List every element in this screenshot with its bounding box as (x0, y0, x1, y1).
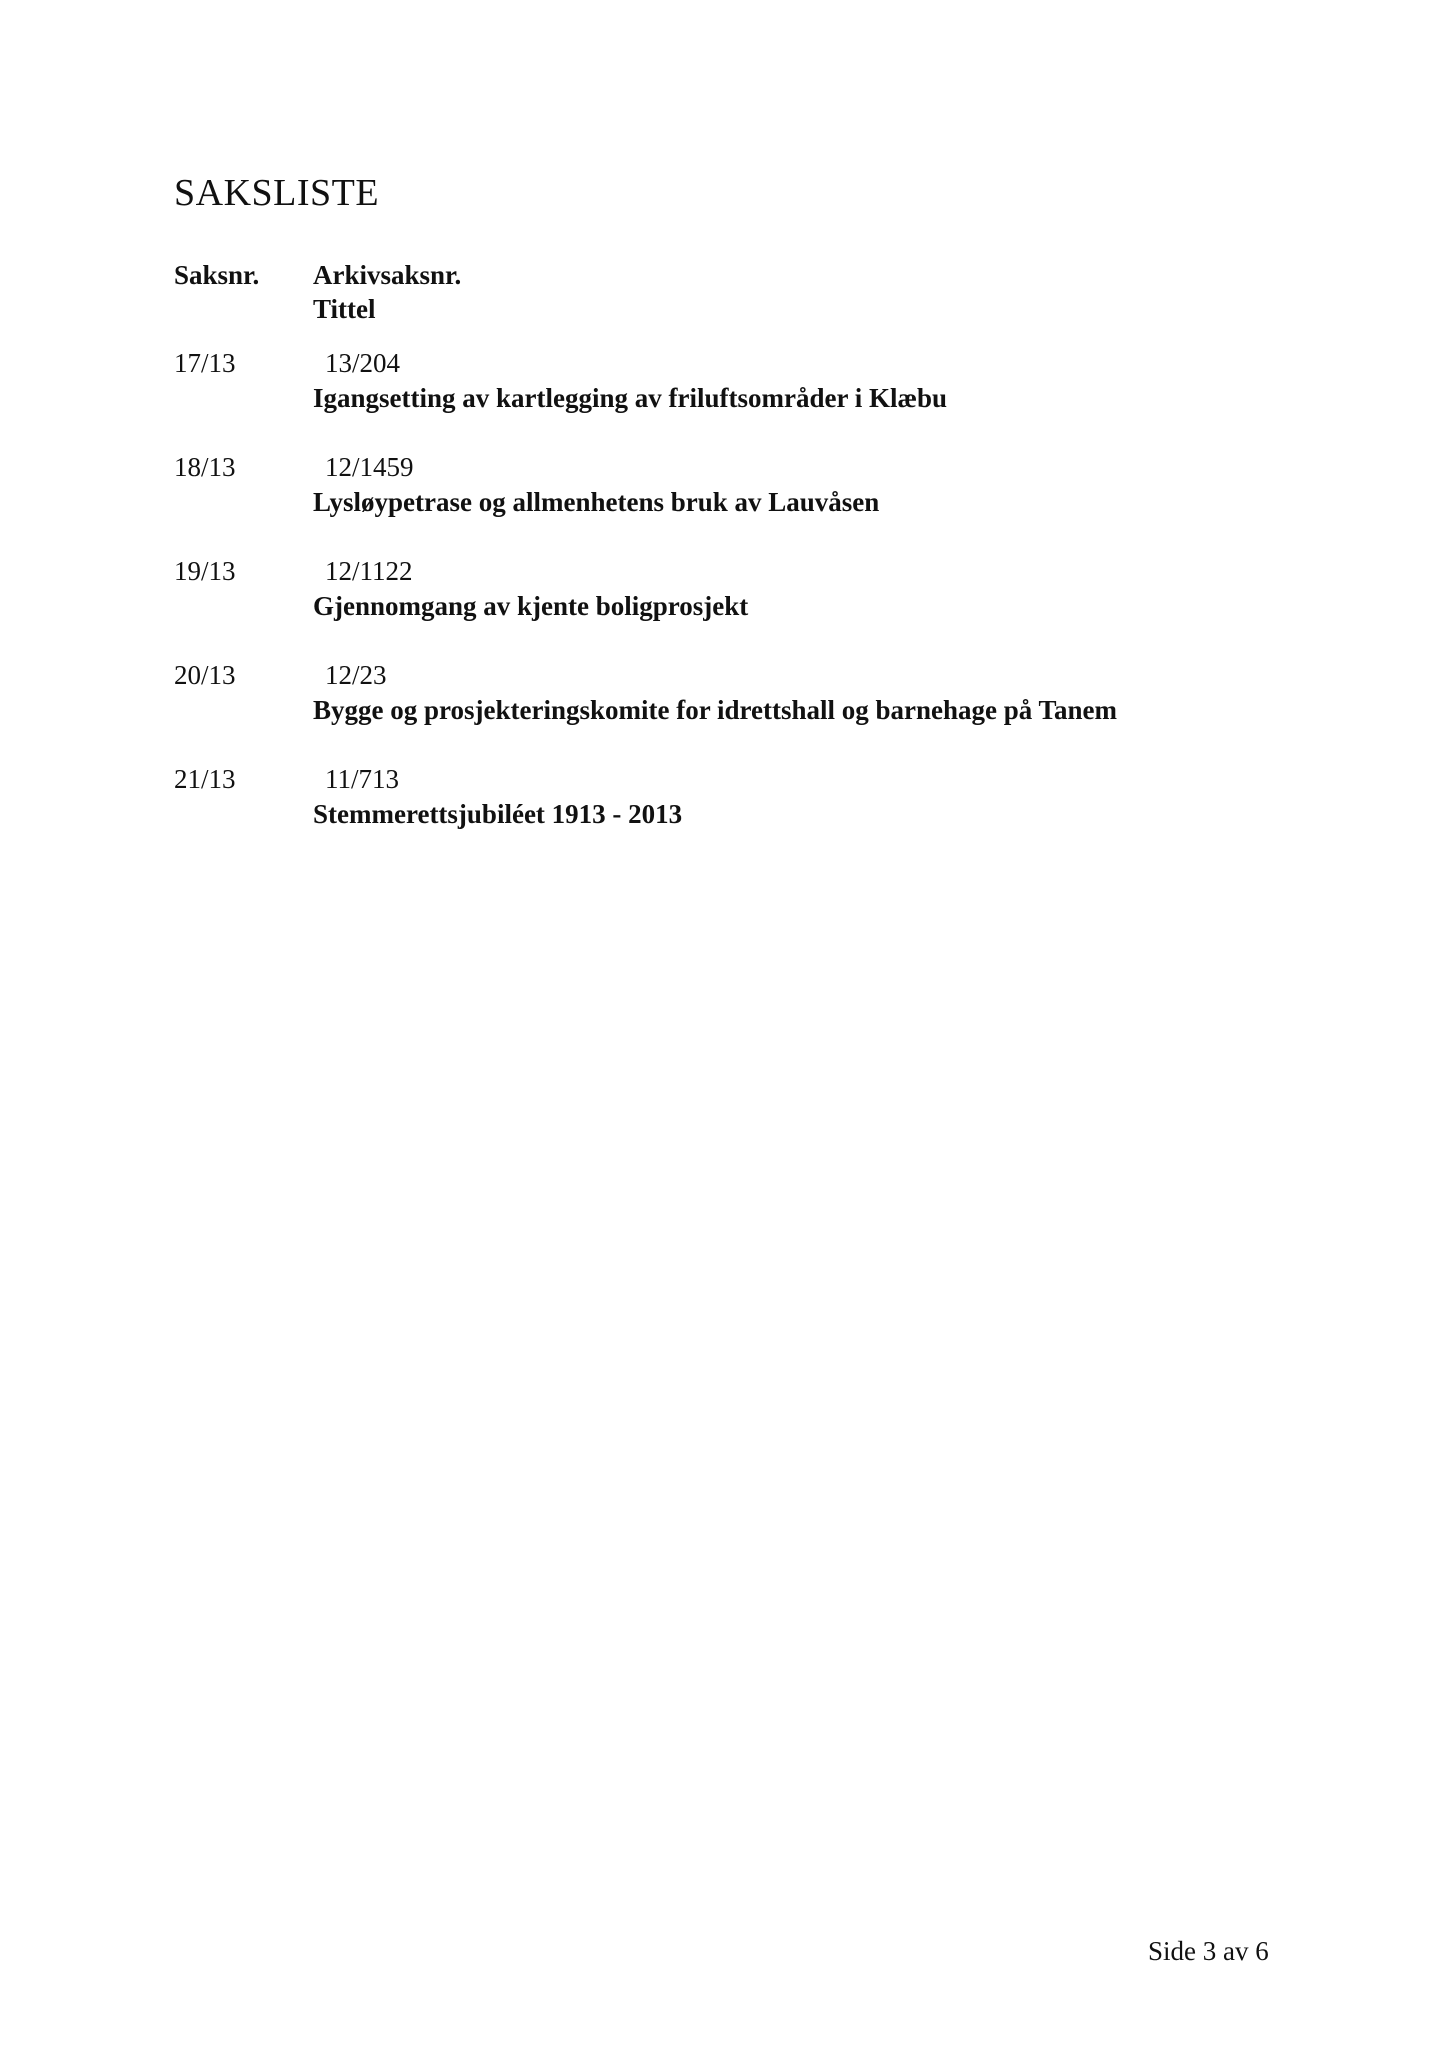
list-item (0, 350, 1448, 430)
item-arkivsaksnr: 12/23 (325, 660, 387, 690)
item-tittel: Stemmerettsjubiléet 1913 - 2013 (313, 799, 683, 829)
column-header-tittel: Tittel (313, 294, 376, 324)
page-number: Side 3 av 6 (1148, 1936, 1269, 1966)
list-item (0, 766, 1448, 846)
item-saksnr: 18/13 (174, 452, 236, 482)
item-arkivsaksnr: 12/1459 (325, 452, 414, 482)
item-saksnr: 21/13 (174, 764, 236, 794)
page-title: SAKSLISTE (174, 172, 380, 214)
list-item (0, 558, 1448, 638)
column-header-arkivsaksnr: Arkivsaksnr. (313, 260, 462, 290)
item-arkivsaksnr: 11/713 (325, 764, 399, 794)
list-item (0, 454, 1448, 534)
item-tittel: Lysløypetrase og allmenhetens bruk av Lauvåsen (313, 487, 880, 517)
list-item (0, 662, 1448, 742)
item-tittel: Bygge og prosjekteringskomite for idrettshall og barnehage på Tanem (313, 695, 1118, 725)
column-header-saksnr: Saksnr. (174, 260, 260, 290)
item-tittel: Gjennomgang av kjente boligprosjekt (313, 591, 749, 621)
item-saksnr: 17/13 (174, 348, 236, 378)
item-saksnr: 20/13 (174, 660, 236, 690)
item-arkivsaksnr: 13/204 (325, 348, 401, 378)
item-arkivsaksnr: 12/1122 (325, 556, 413, 586)
item-saksnr: 19/13 (174, 556, 236, 586)
item-tittel: Igangsetting av kartlegging av friluftsområder i Klæbu (313, 383, 947, 413)
